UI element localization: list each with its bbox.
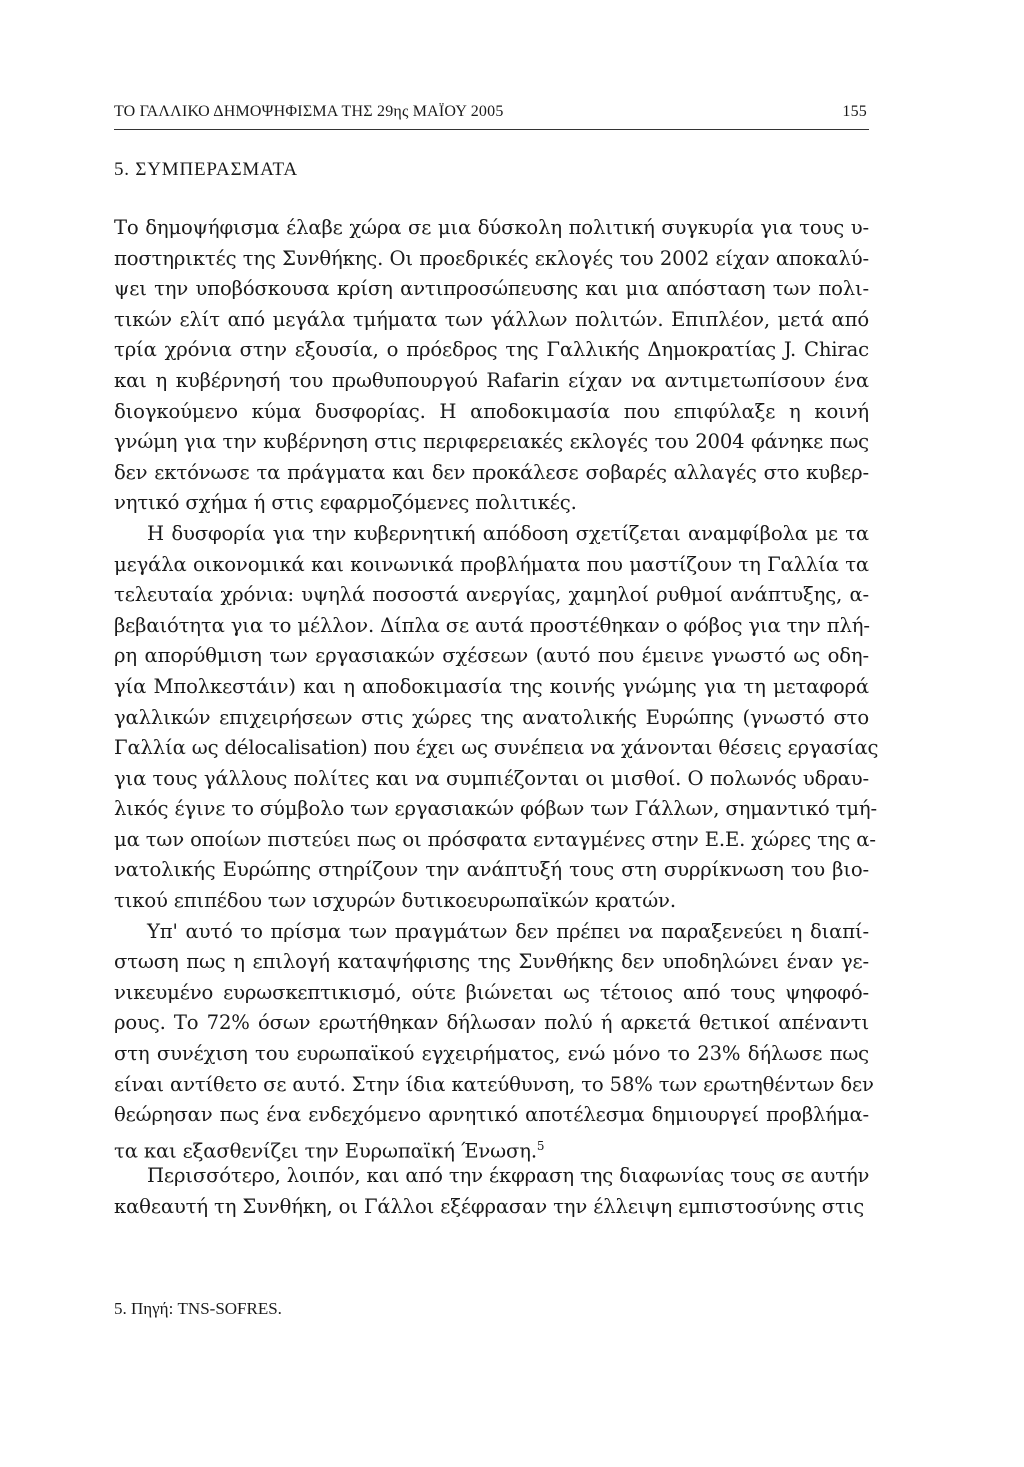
paragraph [114,917,874,1163]
text-line: τικών ελίτ από μεγάλα τμήματα των γάλλων πολιτών. Επιπλέον, μετά από [114,307,869,331]
paragraph [114,519,879,917]
text-line: Περισσότερο, λοιπόν, και από την έκφραση της διαφωνίας τους σε αυτήν [147,1164,870,1188]
text-line: Το δημοψήφισμα έλαβε χώρα σε μια δύσκολη πολιτική συγκυρία για τους υ- [114,216,869,239]
section-heading: 5. ΣΥΜΠΕΡΑΣΜΑΤΑ [114,159,298,180]
running-header-title: ΤΟ ΓΑΛΛΙΚΟ ΔΗΜΟΨΗΦΙΣΜΑ ΤΗΣ 29ης ΜΑΪΟΥ 2005 [114,103,504,120]
text-line: τικού επιπέδου των ισχυρών δυτικοευρωπαϊκών κρατών. [114,889,676,913]
text-line: είναι αντίθετο σε αυτό. Στην ίδια κατεύθυνση, το 58% των ερωτηθέντων δεν [114,1072,874,1096]
text-line: βεβαιότητα για το μέλλον. Δίπλα σε αυτά προστέθηκαν ο φόβος για την πλή- [114,613,870,637]
text-line: τελευταία χρόνια: υψηλά ποσοστά ανεργίας, χαμηλοί ρυθμοί ανάπτυξης, α- [114,583,869,607]
paragraph [114,213,869,519]
text-line: δεν εκτόνωσε τα πράγματα και δεν προκάλεσε σοβαρές αλλαγές στο κυβερ- [114,460,869,484]
text-line: διογκούμενο κύμα δυσφορίας. Η αποδοκιμασία που επιφύλαξε η κοινή [114,399,869,423]
text-line: Γαλλία ως délocalisation) που έχει ως συνέπεια να χάνονται θέσεις εργασίας [114,736,879,760]
text-line: ρη απορύθμιση των εργασιακών σχέσεων (αυτό που έμεινε γνωστό ως οδη- [114,644,869,668]
text-line: και η κυβέρνησή του πρωθυπουργού Rafarin είχαν να αντιμετωπίσουν ένα [114,368,869,392]
text-line: γία Μπολκεστάιν) και η αποδοκιμασία της κοινής γνώμης για τη μεταφορά [114,674,869,698]
text-line: στωση πως η επιλογή καταψήφισης της Συνθήκης δεν υποδηλώνει έναν γε- [114,950,869,974]
text-line: μα των οποίων πιστεύει πως οι πρόσφατα ενταγμένες στην Ε.Ε. χώρες της α- [114,827,876,851]
text-line: γαλλικών επιχειρήσεων στις χώρες της ανατολικής Ευρώπης (γνωστό στο [114,705,869,729]
text-line: Υπ' αυτό το πρίσμα των πραγμάτων δεν πρέπει να παραξενεύει η διαπί- [147,919,869,943]
text-line: για τους γάλλους πολίτες και να συμπιέζονται οι μισθοί. Ο πολωνός υδραυ- [114,766,869,790]
text-line: ψει την υποβόσκουσα κρίση αντιπροσώπευσης και μια απόσταση των πολι- [114,277,869,301]
text-line: στη συνέχιση του ευρωπαϊκού εγχειρήματος, ενώ μόνο το 23% δήλωσε πως [114,1042,869,1066]
text-line: καθεαυτή τη Συνθήκη, οι Γάλλοι εξέφρασαν την έλλειψη εμπιστοσύνης στις [114,1195,865,1218]
running-header [114,103,869,130]
text-line: νατολικής Ευρώπης στηρίζουν την ανάπτυξή τους στη συρρίκνωση του βιο- [114,858,869,882]
paragraph [114,1161,869,1222]
text-line: ρους. Το 72% όσων ερωτήθηκαν δήλωσαν πολύ ή αρκετά θετικοί απέναντι [114,1011,869,1035]
text-line: ποστηρικτές της Συνθήκης. Οι προεδρικές εκλογές του 2002 είχαν αποκαλύ- [114,246,869,270]
body-text [114,213,879,1223]
footnote-ref[interactable]: 5 [536,1138,545,1153]
text-line: λικός έγινε το σύμβολο των εργασιακών φόβων των Γάλλων, σημαντικό τμή- [114,797,877,821]
footnote: 5. Πηγή: TNS-SOFRES. [114,1299,282,1318]
text-line: μεγάλα οικονομικά και κοινωνικά προβλήματα που μαστίζουν τη Γαλλία τα [114,552,869,576]
text-line: νητικό σχήμα ή στις εφαρμοζόμενες πολιτικές. [114,491,577,515]
text-line: τρία χρόνια στην εξουσία, ο πρόεδρος της Γαλλικής Δημοκρατίας J. Chirac [114,338,869,362]
text-line: γνώμη για την κυβέρνηση στις περιφερειακές εκλογές του 2004 φάνηκε πως [114,430,869,454]
text-line: νικευμένο ευρωσκεπτικισμό, ούτε βιώνεται ως τέτοιος από τους ψηφοφό- [114,980,869,1004]
page-number: 155 [842,103,867,120]
text-line: Η δυσφορία για την κυβερνητική απόδοση σχετίζεται αναμφίβολα με τα [147,521,869,545]
text-line: τα και εξασθενίζει την Ευρωπαϊκή Ένωση.$^5$ [114,1138,545,1163]
text-line: θεώρησαν πως ένα ενδεχόμενο αρνητικό αποτέλεσμα δημιουργεί προβλήμα- [114,1103,869,1127]
